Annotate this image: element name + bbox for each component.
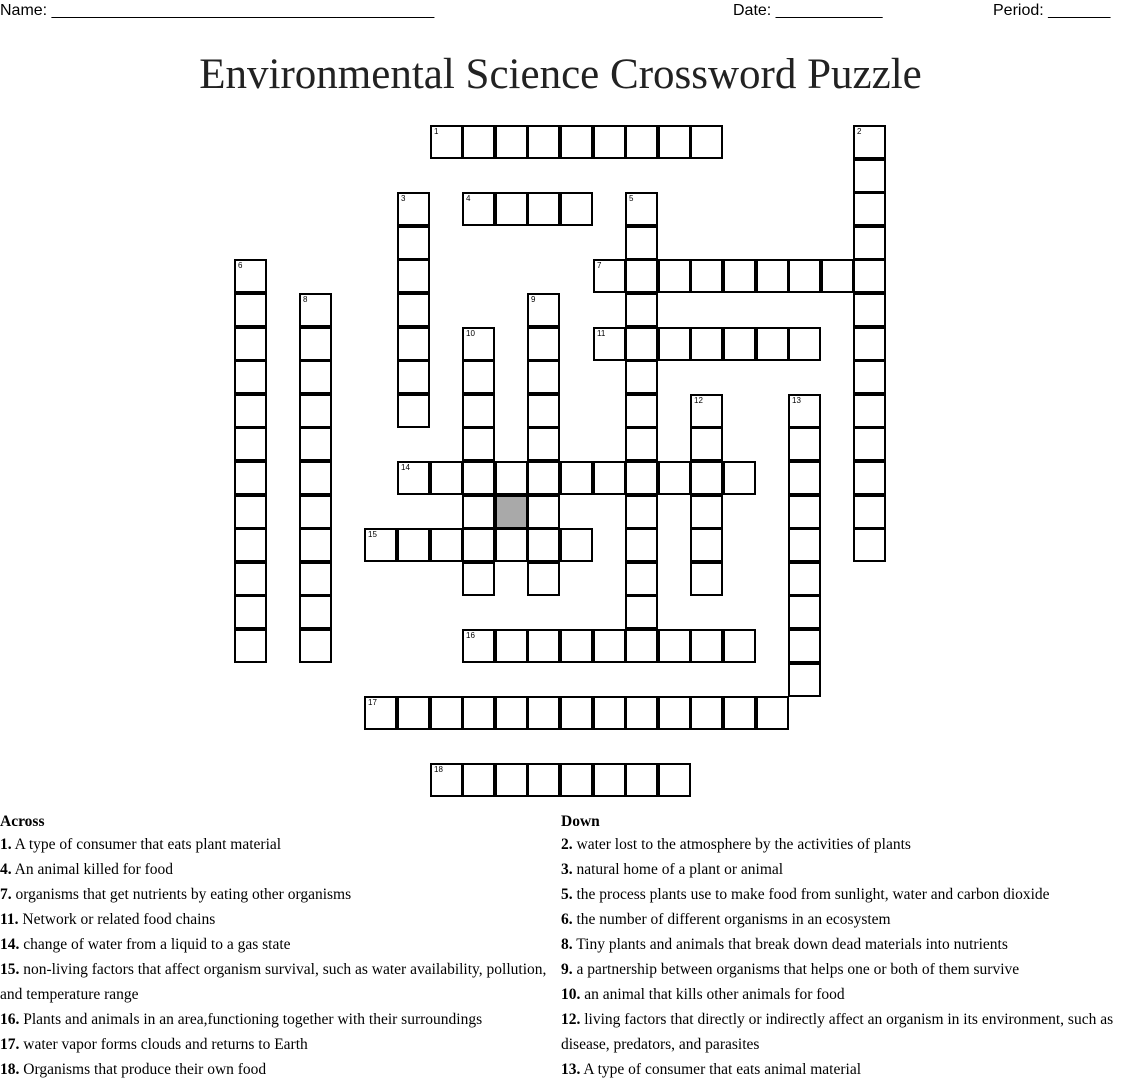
- grid-cell[interactable]: [462, 461, 495, 495]
- grid-cell[interactable]: [723, 696, 756, 730]
- clue-number: 14.: [0, 936, 20, 953]
- grid-cell[interactable]: [397, 259, 430, 293]
- grid-cell[interactable]: [299, 562, 332, 596]
- grid-cell[interactable]: [788, 394, 821, 428]
- grid-cell[interactable]: [495, 763, 528, 797]
- clue-number: 8.: [561, 936, 573, 953]
- clue-item: [561, 907, 1121, 932]
- grid-cell[interactable]: [690, 427, 723, 461]
- clue-item: [561, 932, 1121, 957]
- clue-number: 18.: [0, 1061, 20, 1078]
- clue-item: [561, 1057, 1121, 1082]
- grid-cell[interactable]: [625, 360, 658, 394]
- grid-cell[interactable]: [299, 394, 332, 428]
- grid-cell[interactable]: [723, 461, 756, 495]
- grid-cell[interactable]: [625, 696, 658, 730]
- grid-cell[interactable]: [788, 495, 821, 529]
- grid-cell[interactable]: [723, 259, 756, 293]
- clue-text: An animal killed for food: [14, 861, 174, 878]
- period-label: Period:: [993, 2, 1044, 19]
- clue-item: [0, 957, 552, 1007]
- clue-item: [0, 932, 552, 957]
- clue-item: [0, 1032, 552, 1057]
- grid-cell[interactable]: [593, 327, 626, 361]
- clue-number: 17.: [0, 1036, 20, 1053]
- clue-item: [0, 1057, 552, 1082]
- grid-cell[interactable]: [853, 226, 886, 260]
- grid-cell[interactable]: [625, 763, 658, 797]
- grid-cell[interactable]: [723, 327, 756, 361]
- grid-cell[interactable]: [430, 528, 463, 562]
- grid-cell[interactable]: [495, 461, 528, 495]
- grid-cell[interactable]: [527, 125, 560, 159]
- cell-number: 1: [434, 127, 439, 136]
- clue-text: living factors that directly or indirectly affect an organism in its environment, such as disease, predators, and parasites: [561, 1011, 1114, 1053]
- grid-cell[interactable]: [625, 629, 658, 663]
- grid-cell[interactable]: [234, 562, 267, 596]
- grid-cell[interactable]: [527, 327, 560, 361]
- grid-cell[interactable]: [593, 259, 626, 293]
- cell-number: 17: [368, 698, 377, 707]
- grid-cell[interactable]: [495, 192, 528, 226]
- grid-cell[interactable]: [658, 259, 691, 293]
- grid-cell[interactable]: [527, 427, 560, 461]
- grid-cell[interactable]: [625, 528, 658, 562]
- grid-cell[interactable]: [462, 394, 495, 428]
- grid-cell[interactable]: [527, 629, 560, 663]
- clue-text: non-living factors that affect organism survival, such as water availability, pollution, and temperature range: [0, 961, 547, 1003]
- clue-text: Plants and animals in an area,functioning together with their surroundings: [23, 1011, 483, 1028]
- across-clues: [0, 812, 552, 1082]
- clue-text: Network or related food chains: [22, 911, 216, 928]
- date-line[interactable]: [733, 2, 882, 20]
- clue-item: [0, 907, 552, 932]
- grid-cell[interactable]: [430, 696, 463, 730]
- grid-cell[interactable]: [690, 696, 723, 730]
- grid-cell[interactable]: [658, 125, 691, 159]
- grid-cell[interactable]: [756, 259, 789, 293]
- cell-number: 4: [466, 194, 471, 203]
- clue-item: [561, 982, 1121, 1007]
- down-heading: Down: [561, 813, 600, 830]
- grid-cell[interactable]: [593, 629, 626, 663]
- grid-cell[interactable]: [462, 327, 495, 361]
- grid-cell[interactable]: [625, 461, 658, 495]
- grid-cell[interactable]: [625, 125, 658, 159]
- grid-cell[interactable]: [853, 495, 886, 529]
- grid-cell[interactable]: [299, 528, 332, 562]
- grid-cell[interactable]: [527, 293, 560, 327]
- cell-number: 2: [857, 127, 862, 136]
- grid-cell[interactable]: [658, 327, 691, 361]
- cell-number: 16: [466, 631, 475, 640]
- page-title: Environmental Science Crossword Puzzle: [199, 51, 922, 98]
- cell-number: 7: [597, 261, 602, 270]
- grid-cell[interactable]: [690, 629, 723, 663]
- grid-cell[interactable]: [462, 360, 495, 394]
- grid-cell[interactable]: [397, 293, 430, 327]
- cell-number: 11: [597, 329, 606, 338]
- grid-cell[interactable]: [234, 293, 267, 327]
- name-label: Name:: [0, 2, 48, 19]
- grid-cell[interactable]: [462, 763, 495, 797]
- grid-cell[interactable]: [853, 360, 886, 394]
- cell-number: 10: [466, 329, 475, 338]
- grid-cell[interactable]: [560, 763, 593, 797]
- clue-number: 3.: [561, 861, 573, 878]
- grid-cell[interactable]: [690, 327, 723, 361]
- grid-cell[interactable]: [690, 562, 723, 596]
- clue-number: 1.: [0, 836, 12, 853]
- grid-cell[interactable]: [397, 461, 430, 495]
- clue-item: [561, 832, 1121, 857]
- grid-cell[interactable]: [593, 461, 626, 495]
- grid-cell[interactable]: [690, 259, 723, 293]
- grid-cell[interactable]: [625, 595, 658, 629]
- grid-cell[interactable]: [690, 125, 723, 159]
- grid-cell[interactable]: [299, 360, 332, 394]
- clue-text: Tiny plants and animals that break down dead materials into nutrients: [576, 936, 1008, 953]
- name-blank[interactable]: ___________________________________________: [51, 2, 435, 19]
- grid-cell[interactable]: [430, 763, 463, 797]
- clue-text: water vapor forms clouds and returns to Earth: [23, 1036, 308, 1053]
- clue-text: organisms that get nutrients by eating other organisms: [15, 886, 352, 903]
- grid-cell[interactable]: [853, 394, 886, 428]
- grid-cell[interactable]: [625, 226, 658, 260]
- clue-number: 15.: [0, 961, 20, 978]
- grid-cell[interactable]: [788, 663, 821, 697]
- grid-cell[interactable]: [788, 595, 821, 629]
- grid-cell[interactable]: [658, 763, 691, 797]
- grid-cell[interactable]: [234, 394, 267, 428]
- grid-cell[interactable]: [788, 562, 821, 596]
- grid-cell[interactable]: [234, 461, 267, 495]
- grid-cell[interactable]: [853, 528, 886, 562]
- grid-cell[interactable]: [234, 528, 267, 562]
- grid-cell[interactable]: [690, 495, 723, 529]
- clue-item: [0, 882, 552, 907]
- clue-number: 6.: [561, 911, 573, 928]
- clue-item: [561, 1007, 1121, 1057]
- grid-cell[interactable]: [462, 562, 495, 596]
- grid-cell[interactable]: [527, 461, 560, 495]
- grid-cell[interactable]: [853, 159, 886, 193]
- grid-cell[interactable]: [299, 327, 332, 361]
- grid-cell[interactable]: [527, 763, 560, 797]
- grid-cell[interactable]: [397, 528, 430, 562]
- grid-cell[interactable]: [299, 293, 332, 327]
- grid-cell[interactable]: [299, 629, 332, 663]
- grid-cell[interactable]: [462, 427, 495, 461]
- grid-cell[interactable]: [658, 629, 691, 663]
- clue-item: [0, 857, 552, 882]
- grid-cell[interactable]: [234, 427, 267, 461]
- grid-cell[interactable]: [560, 528, 593, 562]
- grid-cell[interactable]: [364, 528, 397, 562]
- cell-number: 14: [401, 463, 410, 472]
- clue-item: [0, 832, 552, 857]
- clue-text: water lost to the atmosphere by the activities of plants: [576, 836, 911, 853]
- clue-number: 10.: [561, 986, 581, 1003]
- grid-cell[interactable]: [560, 629, 593, 663]
- clue-text: A type of consumer that eats plant material: [14, 836, 282, 853]
- clue-text: natural home of a plant or animal: [576, 861, 784, 878]
- clue-item: [561, 882, 1121, 907]
- grid-cell[interactable]: [658, 696, 691, 730]
- grid-cell[interactable]: [299, 427, 332, 461]
- grid-cell[interactable]: [625, 192, 658, 226]
- grid-cell[interactable]: [788, 427, 821, 461]
- grid-cell[interactable]: [690, 394, 723, 428]
- grid-cell[interactable]: [560, 461, 593, 495]
- clue-number: 16.: [0, 1011, 20, 1028]
- grid-cell[interactable]: [462, 696, 495, 730]
- grid-cell[interactable]: [593, 696, 626, 730]
- clue-number: 4.: [0, 861, 12, 878]
- grid-cell[interactable]: [625, 427, 658, 461]
- grid-cell[interactable]: [821, 259, 854, 293]
- grid-cell[interactable]: [625, 562, 658, 596]
- grid-cell[interactable]: [560, 192, 593, 226]
- grid-cell[interactable]: [625, 327, 658, 361]
- clue-number: 12.: [561, 1011, 581, 1028]
- across-heading: Across: [0, 813, 45, 830]
- grid-cell[interactable]: [788, 259, 821, 293]
- grid-cell[interactable]: [299, 495, 332, 529]
- grid-cell[interactable]: [625, 495, 658, 529]
- grid-cell[interactable]: [462, 125, 495, 159]
- grid-cell[interactable]: [853, 259, 886, 293]
- clue-text: a partnership between organisms that helps one or both of them survive: [576, 961, 1020, 978]
- grid-cell[interactable]: [625, 259, 658, 293]
- grid-cell[interactable]: [430, 461, 463, 495]
- grid-cell[interactable]: [853, 461, 886, 495]
- clue-text: A type of consumer that eats animal material: [583, 1061, 862, 1078]
- grid-cell[interactable]: [462, 495, 495, 529]
- grid-cell[interactable]: [560, 125, 593, 159]
- grid-cell[interactable]: [527, 495, 560, 529]
- grid-cell[interactable]: [234, 595, 267, 629]
- clue-text: change of water from a liquid to a gas state: [23, 936, 291, 953]
- clue-number: 13.: [561, 1061, 581, 1078]
- grid-cell[interactable]: [788, 629, 821, 663]
- grid-cell[interactable]: [527, 394, 560, 428]
- cell-number: 18: [434, 765, 443, 774]
- period-line[interactable]: [993, 2, 1110, 20]
- grid-cell[interactable]: [723, 629, 756, 663]
- name-line[interactable]: [0, 2, 434, 20]
- clue-item: [561, 957, 1121, 982]
- grid-cell[interactable]: [495, 528, 528, 562]
- cell-number: 5: [629, 194, 634, 203]
- grid-cell[interactable]: [788, 461, 821, 495]
- clue-text: the number of different organisms in an ecosystem: [576, 911, 891, 928]
- shaded-cell: [495, 495, 528, 529]
- grid-cell[interactable]: [527, 360, 560, 394]
- grid-cell[interactable]: [788, 528, 821, 562]
- grid-cell[interactable]: [527, 696, 560, 730]
- down-clues: [561, 812, 1121, 1082]
- grid-cell[interactable]: [234, 360, 267, 394]
- clue-text: the process plants use to make food from sunlight, water and carbon dioxide: [576, 886, 1050, 903]
- grid-cell[interactable]: [853, 327, 886, 361]
- grid-cell[interactable]: [853, 125, 886, 159]
- grid-cell[interactable]: [462, 528, 495, 562]
- grid-cell[interactable]: [560, 696, 593, 730]
- clue-text: an animal that kills other animals for food: [584, 986, 845, 1003]
- grid-cell[interactable]: [593, 763, 626, 797]
- grid-cell[interactable]: [527, 528, 560, 562]
- clue-number: 5.: [561, 886, 573, 903]
- cell-number: 8: [303, 295, 308, 304]
- grid-cell[interactable]: [234, 259, 267, 293]
- grid-cell[interactable]: [527, 192, 560, 226]
- grid-cell[interactable]: [397, 394, 430, 428]
- cell-number: 13: [792, 396, 801, 405]
- grid-cell[interactable]: [690, 528, 723, 562]
- grid-cell[interactable]: [756, 327, 789, 361]
- grid-cell[interactable]: [397, 360, 430, 394]
- grid-cell[interactable]: [853, 427, 886, 461]
- clue-text: Organisms that produce their own food: [23, 1061, 267, 1078]
- grid-cell[interactable]: [462, 192, 495, 226]
- clue-item: [561, 857, 1121, 882]
- clue-number: 9.: [561, 961, 573, 978]
- grid-cell[interactable]: [593, 125, 626, 159]
- date-label: Date:: [733, 2, 772, 19]
- grid-cell[interactable]: [690, 461, 723, 495]
- clue-item: [0, 1007, 552, 1032]
- period-blank[interactable]: _______: [1048, 2, 1111, 19]
- grid-cell[interactable]: [397, 327, 430, 361]
- grid-cell[interactable]: [299, 461, 332, 495]
- grid-cell[interactable]: [397, 226, 430, 260]
- cell-number: 6: [238, 261, 243, 270]
- clue-number: 11.: [0, 911, 19, 928]
- grid-cell[interactable]: [397, 192, 430, 226]
- grid-cell[interactable]: [430, 125, 463, 159]
- grid-cell[interactable]: [853, 192, 886, 226]
- grid-cell[interactable]: [462, 629, 495, 663]
- grid-cell[interactable]: [234, 629, 267, 663]
- grid-cell[interactable]: [495, 125, 528, 159]
- grid-cell[interactable]: [853, 293, 886, 327]
- grid-cell[interactable]: [495, 696, 528, 730]
- clue-number: 7.: [0, 886, 12, 903]
- cell-number: 15: [368, 530, 377, 539]
- grid-cell[interactable]: [658, 461, 691, 495]
- cell-number: 12: [694, 396, 703, 405]
- grid-cell[interactable]: [788, 327, 821, 361]
- grid-cell[interactable]: [625, 394, 658, 428]
- grid-cell[interactable]: [299, 595, 332, 629]
- grid-cell[interactable]: [756, 696, 789, 730]
- grid-cell[interactable]: [527, 562, 560, 596]
- date-blank[interactable]: ____________: [775, 2, 883, 19]
- grid-cell[interactable]: [364, 696, 397, 730]
- cell-number: 9: [531, 295, 536, 304]
- grid-cell[interactable]: [495, 629, 528, 663]
- grid-cell[interactable]: [234, 327, 267, 361]
- cell-number: 3: [401, 194, 406, 203]
- grid-cell[interactable]: [397, 696, 430, 730]
- grid-cell[interactable]: [625, 293, 658, 327]
- clue-number: 2.: [561, 836, 573, 853]
- grid-cell[interactable]: [234, 495, 267, 529]
